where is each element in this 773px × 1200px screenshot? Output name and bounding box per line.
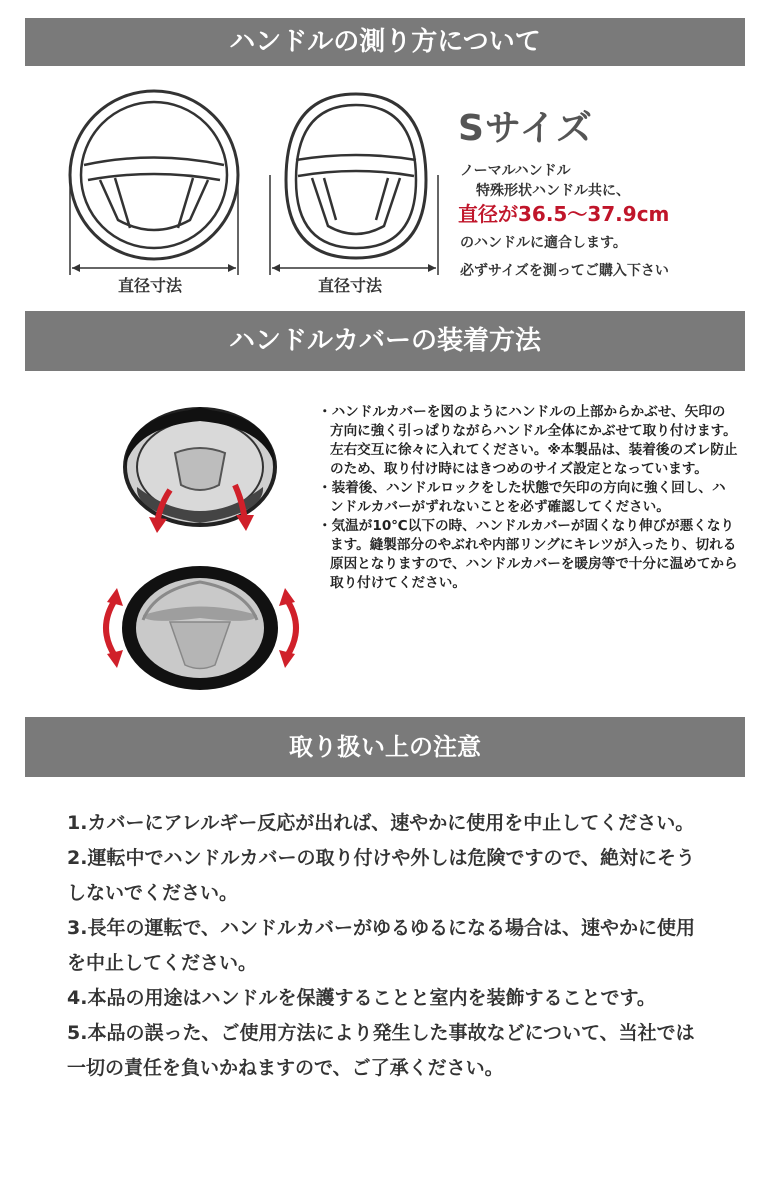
caution-item-5: 5.本品の誤った、ご使用方法により発生した事故などについて、当社では一切の責任を負いかねますので、ご了承ください。 [67,1022,695,1079]
caution-section-header: 取り扱い上の注意 [25,717,745,777]
size-note-line3: のハンドルに適合します。 [460,235,627,251]
round-steering-wheel-icon [60,80,250,280]
install-step-3: ・気温が10℃以下の時、ハンドルカバーが固くなり伸びが悪くなります。縫製部分のやぶれや内部リングにキレツが入ったり、切れる原因となりますので、ハンドルカバーを暖房等で十分に温めてから取り付けてください。 [318,518,738,591]
cover-install-icon [115,395,285,545]
dimension-label-left: 直径寸法 [118,276,183,295]
caution-item-3: 3.長年の運転で、ハンドルカバーがゆるゆるになる場合は、速やかに使用を中止してください。 [67,917,696,974]
caution-list [67,806,707,1086]
size-note-line2: 特殊形状ハンドル共に、 [476,183,630,199]
size-note-line1: ノーマルハンドル [460,163,571,179]
size-range: 直径が36.5～37.9cm [458,202,670,226]
d-shaped-steering-wheel-icon [262,80,452,280]
install-section-header: ハンドルカバーの装着方法 [25,311,745,371]
size-note-line4: 必ずサイズを測ってご購入下さい [460,263,669,279]
rotate-check-icon [95,560,310,695]
dimension-label-right: 直径寸法 [318,276,383,295]
measure-section-header: ハンドルの測り方について [25,18,745,66]
caution-item-2: 2.運転中でハンドルカバーの取り付けや外しは危険ですので、絶対にそうしないでください。 [67,847,696,904]
size-title: Sサイズ [458,108,594,149]
install-instructions [318,403,738,593]
caution-item-4: 4.本品の用途はハンドルを保護することと室内を装飾することです。 [67,987,656,1009]
install-step-2: ・装着後、ハンドルロックをした状態で矢印の方向に強く回し、ハンドルカバーがずれないことを必ず確認してください。 [318,480,726,515]
caution-item-1: 1.カバーにアレルギー反応が出れば、速やかに使用を中止してください。 [67,812,695,834]
install-step-1: ・ハンドルカバーを図のようにハンドルの上部からかぶせ、矢印の方向に強く引っぱりながらハンドル全体にかぶせて取り付けます。左右交互に徐々に入れてください。※本製品は、装着後のズレ防止のため、取り付け時にはきつめのサイズ設定となっています。 [318,404,738,477]
